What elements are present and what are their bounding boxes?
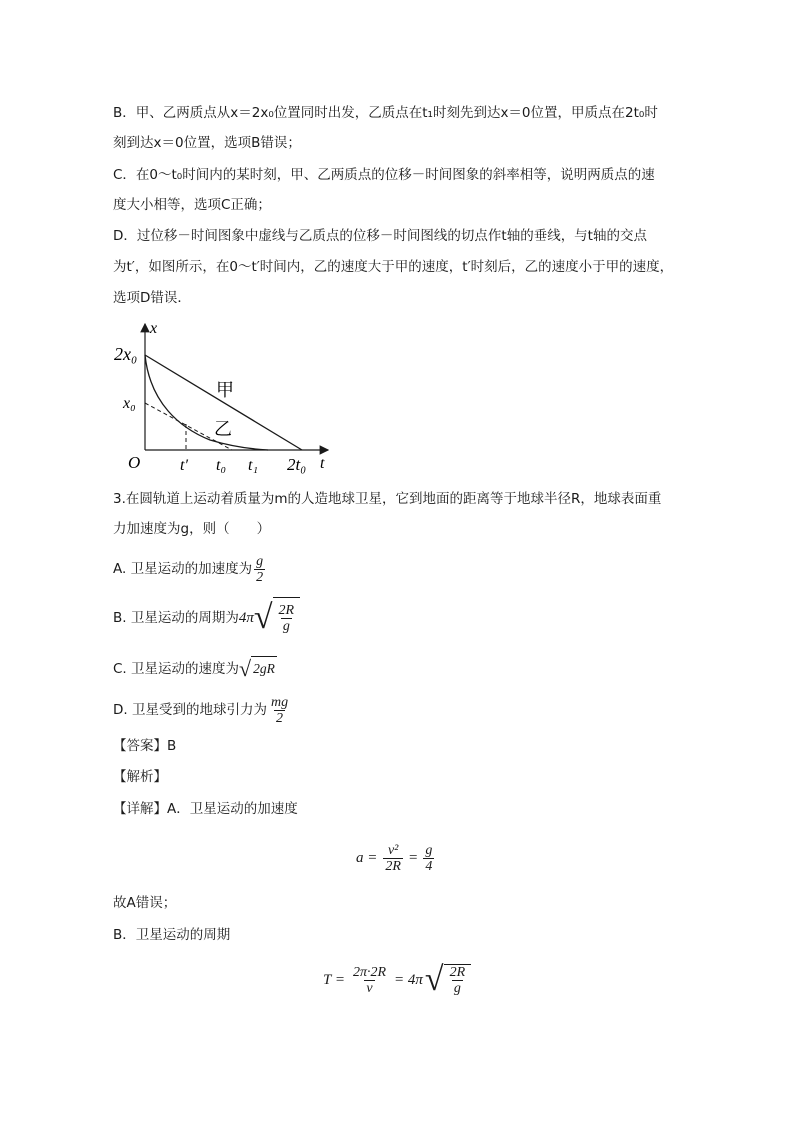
eq2-sqrt: √ $\frac{2R}{g}$ bbox=[425, 963, 471, 997]
label-jia: 甲 bbox=[216, 380, 234, 401]
q3-option-a bbox=[113, 552, 267, 586]
label-yi: 乙 bbox=[214, 419, 232, 440]
a-conclusion: 故A错误； bbox=[113, 895, 177, 911]
equation-period bbox=[323, 955, 471, 1005]
analysis-label: 【解析】 bbox=[113, 769, 167, 785]
eq2-equals: = 4π bbox=[394, 971, 423, 988]
q3-option-d bbox=[113, 693, 292, 727]
option-d-fraction: $\frac{mg}{2}$ bbox=[270, 694, 289, 726]
equation-acceleration bbox=[356, 836, 436, 880]
t-tick-2t0: 2t₀ bbox=[287, 455, 307, 474]
t-tick-t1: t₁ bbox=[248, 457, 259, 474]
b-text: B．卫星运动的周期 bbox=[113, 927, 231, 943]
analysis-d-line1: D．过位移－时间图象中虚线与乙质点的位移－时间图线的切点作t轴的垂线，与t轴的交点 bbox=[113, 228, 647, 244]
detail-a-text: A．卫星运动的加速度 bbox=[167, 801, 298, 817]
option-a-text: A. 卫星运动的加速度为 bbox=[113, 561, 253, 577]
y-tick-x0: x₀ bbox=[123, 395, 136, 412]
option-d-text: D. 卫星受到的地球引力为 bbox=[113, 702, 267, 718]
y-tick-2x0: 2x₀ bbox=[114, 344, 138, 364]
q3-option-c bbox=[113, 656, 277, 681]
option-b-sqrt: √ $\frac{2R}{g}$ bbox=[254, 597, 300, 638]
answer-line bbox=[113, 736, 176, 756]
eq1-lhs: a = bbox=[356, 849, 378, 866]
q3-stem-line2: 力加速度为g，则（ ） bbox=[113, 521, 271, 537]
eq2-frac: $\frac{2\pi\cdot 2R}{v}$ bbox=[352, 964, 387, 996]
detail-line bbox=[113, 799, 298, 819]
answer-label: 【答案】 bbox=[113, 738, 167, 754]
eq1-frac2: $\frac{g}{4}$ bbox=[425, 842, 433, 874]
option-b-coef: 4π bbox=[238, 609, 254, 626]
yi-curve bbox=[145, 355, 268, 450]
q3-stem-line1: 3.在圆轨道上运动着质量为m的人造地球卫星，它到地面的距离等于地球半径R，地球表面重 bbox=[113, 491, 662, 507]
t-tick-t0: t₀ bbox=[216, 457, 227, 474]
origin-label: O bbox=[128, 453, 141, 472]
answer-value: B bbox=[167, 738, 177, 754]
t-axis-label: t bbox=[320, 455, 325, 472]
xt-diagram bbox=[110, 318, 340, 478]
option-a-fraction: $\frac{g}{2}$ bbox=[256, 553, 264, 585]
option-b-text: B. 卫星运动的周期为 bbox=[113, 609, 239, 626]
analysis-d-line2: 为t′，如图所示，在0～t′时间内，乙的速度大于甲的速度，t′时刻后，乙的速度小于甲的速度， bbox=[113, 259, 674, 275]
t-tick-tprime: t′ bbox=[180, 457, 188, 474]
eq2-lhs: T = bbox=[323, 971, 345, 988]
analysis-c-line1: C．在0～t₀时间内的某时刻，甲、乙两质点的位移－时间图象的斜率相等，说明两质点的速 bbox=[113, 167, 655, 183]
analysis-c-line2: 度大小相等，选项C正确； bbox=[113, 197, 271, 213]
analysis-d-line3: 选项D错误． bbox=[113, 290, 191, 306]
detail-label: 【详解】 bbox=[113, 801, 167, 817]
option-c-sqrt: √ 2gR bbox=[239, 655, 275, 681]
analysis-b-line1: B．甲、乙两质点从x＝2x₀位置同时出发，乙质点在t₁时刻先到达x＝0位置，甲质点在2t₀时 bbox=[113, 105, 658, 121]
option-c-text: C. 卫星运动的速度为 bbox=[113, 660, 240, 677]
eq1-equals: = bbox=[408, 849, 418, 866]
x-axis-label: x bbox=[150, 320, 158, 337]
eq1-frac1: $\frac{\text{v²}}{2R}$ bbox=[385, 842, 401, 874]
q3-option-b bbox=[113, 597, 300, 638]
analysis-b-line2: 刻到达x＝0位置，选项B错误； bbox=[113, 135, 301, 151]
